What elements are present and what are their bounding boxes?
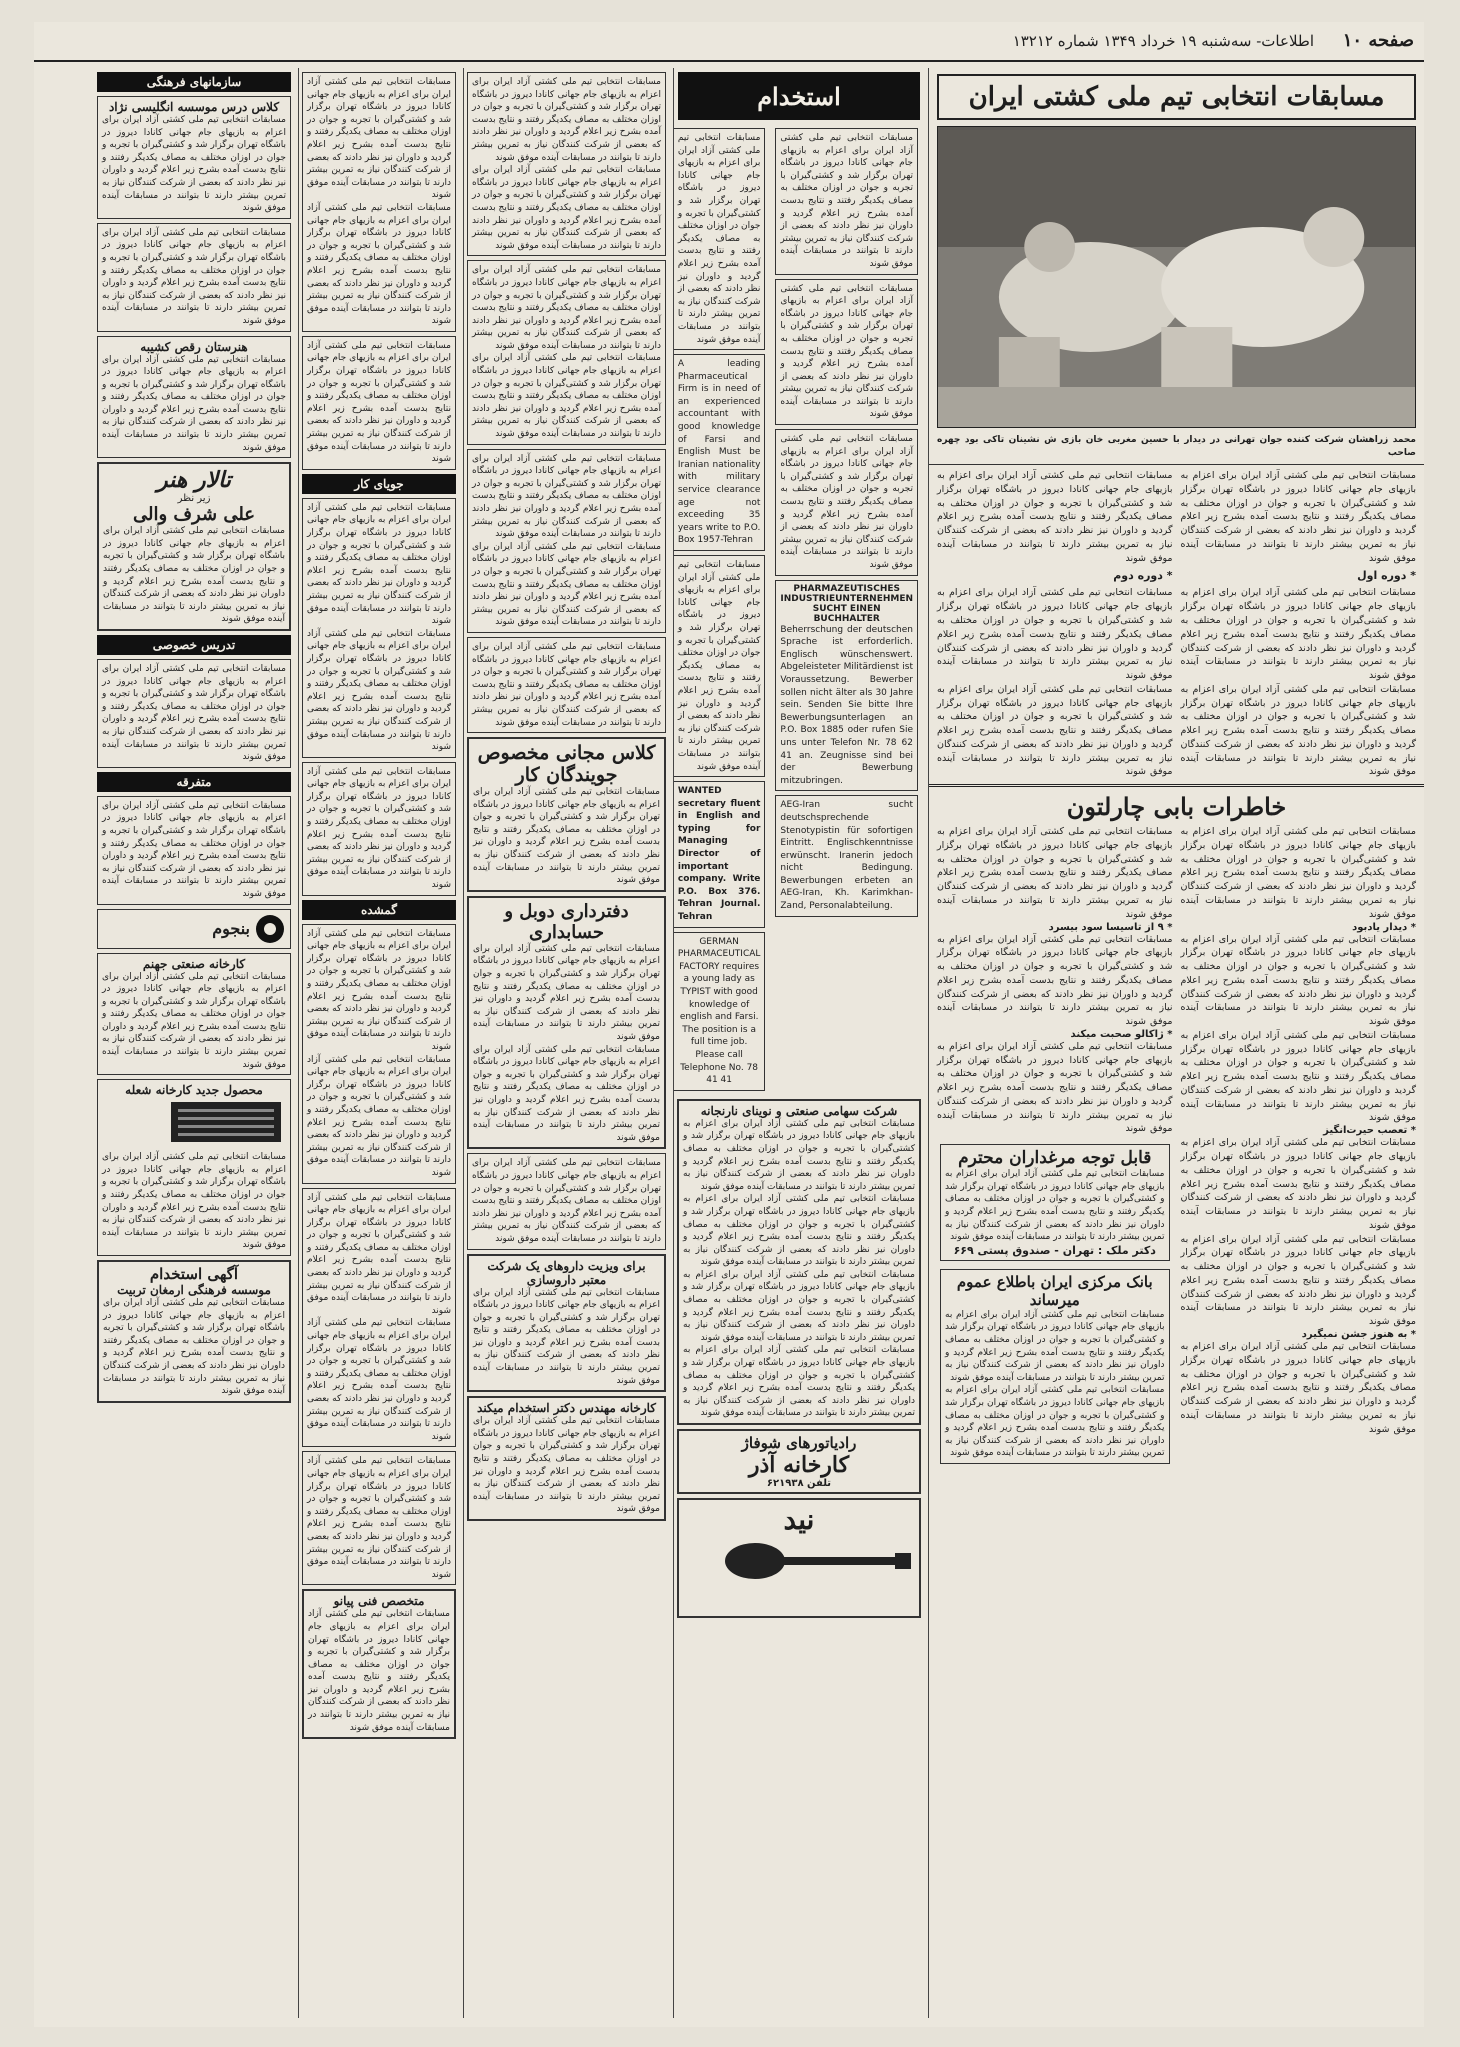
sports-text-f: مسابقات انتخابی تیم ملی کشتی آزاد ایران برای اعزام به بازیهای جام جهانی کانادا دیروز در باشگاه تهران برگزار شد و کشتی‌گیران با تجربه و جوان در اوزان مختلف به مصاف یکدیگر رفتند و نتایج بدست آمده بشرح زیر اعلام گردید و داوران نیز نظر دادند که بعضی از شرکت کنندگان نیاز به تمرین بیشتر دارند تا بتوانند در مسابقات آینده موفق شوند	[937, 683, 1173, 778]
memoir-body	[937, 825, 1416, 1468]
sports-text-e: مسابقات انتخابی تیم ملی کشتی آزاد ایران برای اعزام به بازیهای جام جهانی کانادا دیروز در باشگاه تهران برگزار شد و کشتی‌گیران با تجربه و جوان در اوزان مختلف به مصاف یکدیگر رفتند و نتایج بدست آمده بشرح زیر اعلام گردید و داوران نیز نظر دادند که بعضی از شرکت کنندگان نیاز به تمرین بیشتر دارند تا بتوانند در مسابقات آینده موفق شوند	[937, 587, 1173, 682]
english-class-ad: کلاس درس موسسه انگلیسی نژاد مسابقات انتخابی تیم ملی کشتی آزاد ایران برای اعزام به بازیهای جام جهانی کانادا دیروز در باشگاه تهران برگزار شد و کشتی‌گیران با تجربه و جوان در اوزان مختلف به مصاف یکدیگر رفتند و نتایج بدست آمده بشرح زیر اعلام گردید و داوران نیز نظر دادند که بعضی از شرکت کنندگان نیاز به تمرین بیشتر دارند تا بتوانند در مسابقات آینده موفق شوند	[97, 96, 291, 219]
memoir-sub-2: * ۹ از تاسیسا سود بیسرد	[1048, 921, 1173, 933]
recruit-ad-fa-2: مسابقات انتخابی تیم ملی کشتی آزاد ایران برای اعزام به بازیهای جام جهانی کانادا دیروز در باشگاه تهران برگزار شد و کشتی‌گیران با تجربه و جوان در اوزان مختلف به مصاف یکدیگر رفتند و نتایج بدست آمده بشرح زیر اعلام گردید و داوران نیز نظر دادند که بعضی از شرکت کنندگان نیاز به تمرین بیشتر دارند تا بتوانند در مسابقات آینده موفق شوند	[775, 279, 918, 426]
issue-line: اطلاعات- سه‌شنبه ۱۹ خرداد ۱۳۴۹ شماره ۱۳۲۱۲	[1012, 32, 1314, 50]
industrial-co-ad: کارخانه صنعتی جهنم مسابقات انتخابی تیم ملی کشتی آزاد ایران برای اعزام به بازیهای جام جهانی کانادا دیروز در باشگاه تهران برگزار شد و کشتی‌گیران با تجربه و جوان در اوزان مختلف به مصاف یکدیگر رفتند و نتایج بدست آمده بشرح زیر اعلام گردید و داوران نیز نظر دادند که بعضی از شرکت کنندگان نیاز به تمرین بیشتر دارند تا بتوانند در مسابقات آینده موفق شوند	[97, 953, 291, 1076]
c4-ad-4: مسابقات انتخابی تیم ملی کشتی آزاد ایران برای اعزام به بازیهای جام جهانی کانادا دیروز در باشگاه تهران برگزار شد و کشتی‌گیران با تجربه و جوان در اوزان مختلف به مصاف یکدیگر رفتند و نتایج بدست آمده بشرح زیر اعلام گردید و داوران نیز نظر دادند که بعضی از شرکت کنندگان نیاز به تمرین بیشتر دارند تا بتوانند در مسابقات آینده موفق شوند	[302, 762, 456, 896]
column-classifieds-5	[94, 68, 294, 2018]
butchers-body: مسابقات انتخابی تیم ملی کشتی آزاد ایران برای اعزام به بازیهای جام جهانی کانادا دیروز در باشگاه تهران برگزار شد و کشتی‌گیران با تجربه و جوان در اوزان مختلف به مصاف یکدیگر رفتند و نتایج بدست آمده بشرح زیر اعلام گردید و داوران نیز نظر دادند که بعضی از شرکت کنندگان نیاز به تمرین بیشتر دارند تا بتوانند در مسابقات آینده موفق شوند	[945, 1169, 1165, 1243]
c5-ad-1: مسابقات انتخابی تیم ملی کشتی آزاد ایران برای اعزام به بازیهای جام جهانی کانادا دیروز در باشگاه تهران برگزار شد و کشتی‌گیران با تجربه و جوان در اوزان مختلف به مصاف یکدیگر رفتند و نتایج بدست آمده بشرح زیر اعلام گردید و داوران نیز نظر دادند که بعضی از شرکت کنندگان نیاز به تمرین بیشتر دارند تا بتوانند در مسابقات آینده موفق شوند	[97, 223, 291, 332]
pharma-de-ad: PHARMAZEUTISCHES INDUSTRIEUNTERNEHMEN SUCHT EINEN BUCHHALTER Beherrschung der deutschen Sprache ist erforderlich. Englisch wünschenswert. Abgeleisteter Militärdienst ist Voraussetzung. Bewerber sollen nicht älter als 30 Jahre sein. Senden Sie bitte Ihre Bewerbungsunterlagen an P.O. Box 1885 oder rufen Sie uns unter Telefon Nr. 78 62 41 an. Zeugnisse sind bei der Bewerbung mitzubringen.	[775, 580, 918, 792]
c4-ad-3: مسابقات انتخابی تیم ملی کشتی آزاد ایران برای اعزام به بازیهای جام جهانی کانادا دیروز در باشگاه تهران برگزار شد و کشتی‌گیران با تجربه و جوان در اوزان مختلف به مصاف یکدیگر رفتند و نتایج بدست آمده بشرح زیر اعلام گردید و داوران نیز نظر دادند که بعضی از شرکت کنندگان نیاز به تمرین بیشتر دارند تا بتوانند در مسابقات آینده موفق شوند مسابقات انتخابی تیم ملی کشتی آزاد ایران برای اعزام به بازیهای جام جهانی کانادا دیروز در باشگاه تهران برگزار شد و کشتی‌گیران با تجربه و جوان در اوزان مختلف به مصاف یکدیگر رفتند و نتایج بدست آمده بشرح زیر اعلام گردید و داوران نیز نظر دادند که بعضی از شرکت کنندگان نیاز به تمرین بیشتر دارند تا بتوانند در مسابقات آینده موفق شوند	[302, 498, 456, 758]
bottom-recruit-ad: آگهی استخدام موسسه فرهنگی ارمغان تربیت مسابقات انتخابی تیم ملی کشتی آزاد ایران برای اعزام به بازیهای جام جهانی کانادا دیروز در باشگاه تهران برگزار شد و کشتی‌گیران با تجربه و جوان در اوزان مختلف به مصاف یکدیگر رفتند و نتایج بدست آمده بشرح زیر اعلام گردید و داوران نیز نظر دادند که بعضی از شرکت کنندگان نیاز به تمرین بیشتر دارند تا بتوانند در مسابقات آینده موفق شوند	[97, 1260, 291, 1403]
recruit-ad-fa-4: مسابقات انتخابی تیم ملی کشتی آزاد ایران برای اعزام به بازیهای جام جهانی کانادا دیروز در باشگاه تهران برگزار شد و کشتی‌گیران با تجربه و جوان در اوزان مختلف به مصاف یکدیگر رفتند و نتایج بدست آمده بشرح زیر اعلام گردید و داوران نیز نظر دادند که بعضی از شرکت کنندگان نیاز به تمرین بیشتر دارند تا بتوانند در مسابقات آینده موفق شوند	[673, 128, 765, 350]
wrestling-photo	[937, 126, 1416, 428]
sports-text-d: مسابقات انتخابی تیم ملی کشتی آزاد ایران برای اعزام به بازیهای جام جهانی کانادا دیروز در باشگاه تهران برگزار شد و کشتی‌گیران با تجربه و جوان در اوزان مختلف به مصاف یکدیگر رفتند و نتایج بدست آمده بشرح زیر اعلام گردید و داوران نیز نظر دادند که بعضی از شرکت کنندگان نیاز به تمرین بیشتر دارند تا بتوانند در مسابقات آینده موفق شوند	[937, 470, 1173, 564]
recruit-banner-text: استخدام	[757, 81, 841, 111]
sports-text-a: مسابقات انتخابی تیم ملی کشتی آزاد ایران برای اعزام به بازیهای جام جهانی کانادا دیروز در باشگاه تهران برگزار شد و کشتی‌گیران با تجربه و جوان در اوزان مختلف به مصاف یکدیگر رفتند و نتایج بدست آمده بشرح زیر اعلام گردید و داوران نیز نظر دادند که بعضی از شرکت کنندگان نیاز به تمرین بیشتر دارند تا بتوانند در مسابقات آینده موفق شوند	[1180, 470, 1416, 564]
bank-body-b: مسابقات انتخابی تیم ملی کشتی آزاد ایران برای اعزام به بازیهای جام جهانی کانادا دیروز در باشگاه تهران برگزار شد و کشتی‌گیران با تجربه و جوان در اوزان مختلف به مصاف یکدیگر رفتند و نتایج بدست آمده بشرح زیر اعلام گردید و داوران نیز نظر دادند که بعضی از شرکت کنندگان نیاز به تمرین بیشتر دارند تا بتوانند در مسابقات آینده موفق شوند	[945, 1385, 1165, 1459]
c3-ad-1: مسابقات انتخابی تیم ملی کشتی آزاد ایران برای اعزام به بازیهای جام جهانی کانادا دیروز در باشگاه تهران برگزار شد و کشتی‌گیران با تجربه و جوان در اوزان مختلف به مصاف یکدیگر رفتند و نتایج بدست آمده بشرح زیر اعلام گردید و داوران نیز نظر دادند که بعضی از شرکت کنندگان نیاز به تمرین بیشتر دارند تا بتوانند در مسابقات آینده موفق شوند مسابقات انتخابی تیم ملی کشتی آزاد ایران برای اعزام به بازیهای جام جهانی کانادا دیروز در باشگاه تهران برگزار شد و کشتی‌گیران با تجربه و جوان در اوزان مختلف به مصاف یکدیگر رفتند و نتایج بدست آمده بشرح زیر اعلام گردید و داوران نیز نظر دادند که بعضی از شرکت کنندگان نیاز به تمرین بیشتر دارند تا بتوانند در مسابقات آینده موفق شوند	[467, 72, 666, 256]
pharma-en-ad: A leading Pharmaceutical Firm is in need of an experienced accountant with good knowledge of Farsi and English Must be Iranian nationality with military service clearance age not exceeding 35 years write to P.O. Box 1957-Tehran	[673, 354, 765, 551]
column-sports	[928, 68, 1424, 2018]
heater-ad: محصول جدید کارخانه شعله مسابقات انتخابی تیم ملی کشتی آزاد ایران برای اعزام به بازیهای جام جهانی کانادا دیروز در باشگاه تهران برگزار شد و کشتی‌گیران با تجربه و جوان در اوزان مختلف به مصاف یکدیگر رفتند و نتایج بدست آمده بشرح زیر اعلام گردید و داوران نیز نظر دادند که بعضی از شرکت کنندگان نیاز به تمرین بیشتر دارند تا بتوانند در مسابقات آینده موفق شوند	[97, 1079, 291, 1256]
column-classifieds-4	[298, 68, 459, 2018]
masthead	[34, 22, 1424, 62]
memoir-text-g: مسابقات انتخابی تیم ملی کشتی آزاد ایران برای اعزام به بازیهای جام جهانی کانادا دیروز در باشگاه تهران برگزار شد و کشتی‌گیران با تجربه و جوان در اوزان مختلف به مصاف یکدیگر رفتند و نتایج بدست آمده بشرح زیر اعلام گردید و داوران نیز نظر دادند که بعضی از شرکت کنندگان نیاز به تمرین بیشتر دارند تا بتوانند در مسابقات آینده موفق شوند	[937, 826, 1173, 920]
c5-ad-2: مسابقات انتخابی تیم ملی کشتی آزاد ایران برای اعزام به بازیهای جام جهانی کانادا دیروز در باشگاه تهران برگزار شد و کشتی‌گیران با تجربه و جوان در اوزان مختلف به مصاف یکدیگر رفتند و نتایج بدست آمده بشرح زیر اعلام گردید و داوران نیز نظر دادند که بعضی از شرکت کنندگان نیاز به تمرین بیشتر دارند تا بتوانند در مسابقات آینده موفق شوند	[97, 659, 291, 768]
recruit-ad-fa-5: مسابقات انتخابی تیم ملی کشتی آزاد ایران برای اعزام به بازیهای جام جهانی کانادا دیروز در باشگاه تهران برگزار شد و کشتی‌گیران با تجربه و جوان در اوزان مختلف به مصاف یکدیگر رفتند و نتایج بدست آمده بشرح زیر اعلام گردید و داوران نیز نظر دادند که بعضی از شرکت کنندگان نیاز به تمرین بیشتر دارند تا بتوانند در مسابقات آینده موفق شوند	[673, 555, 765, 777]
memoir-text-f: مسابقات انتخابی تیم ملی کشتی آزاد ایران برای اعزام به بازیهای جام جهانی کانادا دیروز در باشگاه تهران برگزار شد و کشتی‌گیران با تجربه و جوان در اوزان مختلف به مصاف یکدیگر رفتند و نتایج بدست آمده بشرح زیر اعلام گردید و داوران نیز نظر دادند که بعضی از شرکت کنندگان نیاز به تمرین بیشتر دارند تا بتوانند در مسابقات آینده موفق شوند	[1180, 1340, 1416, 1435]
german-factory-ad: GERMAN PHARMACEUTICAL FACTORY requires a young lady as TYPIST with good knowledge of english and Farsi. The position is a full time job. Please call Telephone No. 78 41 41	[673, 932, 765, 1091]
guitar-ad: نید	[677, 1498, 921, 1618]
butchers-signature: دکتر ملک : تهران - صندوق پستی ۶۶۹	[953, 1243, 1156, 1257]
c4-ad-5: مسابقات انتخابی تیم ملی کشتی آزاد ایران برای اعزام به بازیهای جام جهانی کانادا دیروز در باشگاه تهران برگزار شد و کشتی‌گیران با تجربه و جوان در اوزان مختلف به مصاف یکدیگر رفتند و نتایج بدست آمده بشرح زیر اعلام گردید و داوران نیز نظر دادند که بعضی از شرکت کنندگان نیاز به تمرین بیشتر دارند تا بتوانند در مسابقات آینده موفق شوند مسابقات انتخابی تیم ملی کشتی آزاد ایران برای اعزام به بازیهای جام جهانی کانادا دیروز در باشگاه تهران برگزار شد و کشتی‌گیران با تجربه و جوان در اوزان مختلف به مصاف یکدیگر رفتند و نتایج بدست آمده بشرح زیر اعلام گردید و داوران نیز نظر دادند که بعضی از شرکت کنندگان نیاز به تمرین بیشتر دارند تا بتوانند در مسابقات آینده موفق شوند	[302, 924, 456, 1184]
travel-box: برای ویزیت داروهای یک شرکت معتبر داروسازی مسابقات انتخابی تیم ملی کشتی آزاد ایران برای اعزام به بازیهای جام جهانی کانادا دیروز در باشگاه تهران برگزار شد و کشتی‌گیران با تجربه و جوان در اوزان مختلف به مصاف یکدیگر رفتند و نتایج بدست آمده بشرح زیر اعلام گردید و داوران نیز نظر دادند که بعضی از شرکت کنندگان نیاز به تمرین بیشتر دارند تا بتوانند در مسابقات آینده موفق شوند	[467, 1254, 666, 1393]
sports-headline-box	[937, 74, 1416, 120]
lost-found-banner: گمشده	[302, 900, 456, 920]
recruit-ad-fa-1: مسابقات انتخابی تیم ملی کشتی آزاد ایران برای اعزام به بازیهای جام جهانی کانادا دیروز در باشگاه تهران برگزار شد و کشتی‌گیران با تجربه و جوان در اوزان مختلف به مصاف یکدیگر رفتند و نتایج بدست آمده بشرح زیر اعلام گردید و داوران نیز نظر دادند که بعضی از شرکت کنندگان نیاز به تمرین بیشتر دارند تا بتوانند در مسابقات آینده موفق شوند	[775, 128, 918, 275]
page-number: صفحه ۱۰	[1342, 30, 1414, 51]
free-class-ad: کلاس مجانی مخصوص جویندگان کار مسابقات انتخابی تیم ملی کشتی آزاد ایران برای اعزام به بازیهای جام جهانی کانادا دیروز در باشگاه تهران برگزار شد و کشتی‌گیران با تجربه و جوان در اوزان مختلف به مصاف یکدیگر رفتند و نتایج بدست آمده بشرح زیر اعلام گردید و داوران نیز نظر دادند که بعضی از شرکت کنندگان نیاز به تمرین بیشتر دارند تا بتوانند در مسابقات آینده موفق شوند	[467, 737, 666, 892]
photo-caption: محمد زراهشان شرکت کننده جوان تهرانی در دیدار با حسین مغربی خان بازی ش نشینان تاکی بود چهره صاحب	[937, 435, 1416, 459]
tyre-logo-icon	[254, 913, 286, 945]
round-one-label: * دوره اول	[1357, 569, 1416, 583]
memoir-text-a: مسابقات انتخابی تیم ملی کشتی آزاد ایران برای اعزام به بازیهای جام جهانی کانادا دیروز در باشگاه تهران برگزار شد و کشتی‌گیران با تجربه و جوان در اوزان مختلف به مصاف یکدیگر رفتند و نتایج بدست آمده بشرح زیر اعلام گردید و داوران نیز نظر دادند که بعضی از شرکت کنندگان نیاز به تمرین بیشتر دارند تا بتوانند در مسابقات آینده موفق شوند	[1180, 826, 1416, 920]
memoir-sub-5: * به هنوز جشن نمیگیرد	[1301, 1328, 1416, 1340]
misc-banner: متفرقه	[97, 772, 291, 792]
bank-body-a: مسابقات انتخابی تیم ملی کشتی آزاد ایران برای اعزام به بازیهای جام جهانی کانادا دیروز در باشگاه تهران برگزار شد و کشتی‌گیران با تجربه و جوان در اوزان مختلف به مصاف یکدیگر رفتند و نتایج بدست آمده بشرح زیر اعلام گردید و داوران نیز نظر دادند که بعضی از شرکت کنندگان نیاز به تمرین بیشتر دارند تا بتوانند در مسابقات آینده موفق شوند	[945, 1309, 1165, 1383]
newspaper-page	[34, 22, 1424, 2027]
butchers-notice	[940, 1144, 1170, 1261]
c3-ad-5: مسابقات انتخابی تیم ملی کشتی آزاد ایران برای اعزام به بازیهای جام جهانی کانادا دیروز در باشگاه تهران برگزار شد و کشتی‌گیران با تجربه و جوان در اوزان مختلف به مصاف یکدیگر رفتند و نتایج بدست آمده بشرح زیر اعلام گردید و داوران نیز نظر دادند که بعضی از شرکت کنندگان نیاز به تمرین بیشتر دارند تا بتوانند در مسابقات آینده موفق شوند	[467, 1153, 666, 1249]
round-two-label: * دوره دوم	[1113, 569, 1173, 583]
memoir-sub-4: * تعصب حیرت‌انگیز	[1323, 1125, 1416, 1137]
industry-box: شرکت سهامی صنعتی و نوینای نارنجانه مسابقات انتخابی تیم ملی کشتی آزاد ایران برای اعزام به بازیهای جام جهانی کانادا دیروز در باشگاه تهران برگزار شد و کشتی‌گیران با تجربه و جوان در اوزان مختلف به مصاف یکدیگر رفتند و نتایج بدست آمده بشرح زیر اعلام گردید و داوران نیز نظر دادند که بعضی از شرکت کنندگان نیاز به تمرین بیشتر دارند تا بتوانند در مسابقات آینده موفق شوند مسابقات انتخابی تیم ملی کشتی آزاد ایران برای اعزام به بازیهای جام جهانی کانادا دیروز در باشگاه تهران برگزار شد و کشتی‌گیران با تجربه و جوان در اوزان مختلف به مصاف یکدیگر رفتند و نتایج بدست آمده بشرح زیر اعلام گردید و داوران نیز نظر دادند که بعضی از شرکت کنندگان نیاز به تمرین بیشتر دارند تا بتوانند در مسابقات آینده موفق شوند مسابقات انتخابی تیم ملی کشتی آزاد ایران برای اعزام به بازیهای جام جهانی کانادا دیروز در باشگاه تهران برگزار شد و کشتی‌گیران با تجربه و جوان در اوزان مختلف به مصاف یکدیگر رفتند و نتایج بدست آمده بشرح زیر اعلام گردید و داوران نیز نظر دادند که بعضی از شرکت کنندگان نیاز به تمرین بیشتر دارند تا بتوانند در مسابقات آینده موفق شوند مسابقات انتخابی تیم ملی کشتی آزاد ایران برای اعزام به بازیهای جام جهانی کانادا دیروز در باشگاه تهران برگزار شد و کشتی‌گیران با تجربه و جوان در اوزان مختلف به مصاف یکدیگر رفتند و نتایج بدست آمده بشرح زیر اعلام گردید و داوران نیز نظر دادند که بعضی از شرکت کنندگان نیاز به تمرین بیشتر دارند تا بتوانند در مسابقات آینده موفق شوند	[677, 1099, 921, 1425]
wrestlers-image	[938, 127, 1415, 427]
memoir-sub-1: * دیدار یادبود	[1352, 921, 1416, 933]
butchers-headline: قابل توجه مرغداران محترم	[958, 1148, 1152, 1169]
memoir-text-b: مسابقات انتخابی تیم ملی کشتی آزاد ایران برای اعزام به بازیهای جام جهانی کانادا دیروز در باشگاه تهران برگزار شد و کشتی‌گیران با تجربه و جوان در اوزان مختلف به مصاف یکدیگر رفتند و نتایج بدست آمده بشرح زیر اعلام گردید و داوران نیز نظر دادند که بعضی از شرکت کنندگان نیاز به تمرین بیشتر دارند تا بتوانند در مسابقات آینده موفق شوند	[1180, 933, 1416, 1028]
sports-text-c: مسابقات انتخابی تیم ملی کشتی آزاد ایران برای اعزام به بازیهای جام جهانی کانادا دیروز در باشگاه تهران برگزار شد و کشتی‌گیران با تجربه و جوان در اوزان مختلف به مصاف یکدیگر رفتند و نتایج بدست آمده بشرح زیر اعلام گردید و داوران نیز نظر دادند که بعضی از شرکت کنندگان نیاز به تمرین بیشتر دارند تا بتوانند در مسابقات آینده موفق شوند	[1180, 683, 1416, 778]
c4-ad-6: مسابقات انتخابی تیم ملی کشتی آزاد ایران برای اعزام به بازیهای جام جهانی کانادا دیروز در باشگاه تهران برگزار شد و کشتی‌گیران با تجربه و جوان در اوزان مختلف به مصاف یکدیگر رفتند و نتایج بدست آمده بشرح زیر اعلام گردید و داوران نیز نظر دادند که بعضی از شرکت کنندگان نیاز به تمرین بیشتر دارند تا بتوانند در مسابقات آینده موفق شوند مسابقات انتخابی تیم ملی کشتی آزاد ایران برای اعزام به بازیهای جام جهانی کانادا دیروز در باشگاه تهران برگزار شد و کشتی‌گیران با تجربه و جوان در اوزان مختلف به مصاف یکدیگر رفتند و نتایج بدست آمده بشرح زیر اعلام گردید و داوران نیز نظر دادند که بعضی از شرکت کنندگان نیاز به تمرین بیشتر دارند تا بتوانند در مسابقات آینده موفق شوند	[302, 1188, 456, 1448]
job-seekers-banner: جویای کار	[302, 474, 456, 494]
c3-ad-4: مسابقات انتخابی تیم ملی کشتی آزاد ایران برای اعزام به بازیهای جام جهانی کانادا دیروز در باشگاه تهران برگزار شد و کشتی‌گیران با تجربه و جوان در اوزان مختلف به مصاف یکدیگر رفتند و نتایج بدست آمده بشرح زیر اعلام گردید و داوران نیز نظر دادند که بعضی از شرکت کنندگان نیاز به تمرین بیشتر دارند تا بتوانند در مسابقات آینده موفق شوند	[467, 637, 666, 733]
c4-ad-7: مسابقات انتخابی تیم ملی کشتی آزاد ایران برای اعزام به بازیهای جام جهانی کانادا دیروز در باشگاه تهران برگزار شد و کشتی‌گیران با تجربه و جوان در اوزان مختلف به مصاف یکدیگر رفتند و نتایج بدست آمده بشرح زیر اعلام گردید و داوران نیز نظر دادند که بعضی از شرکت کنندگان نیاز به تمرین بیشتر دارند تا بتوانند در مسابقات آینده موفق شوند	[302, 1451, 456, 1585]
tyre-ad: بنجوم	[97, 909, 291, 949]
bookkeeping-ad: دفترداری دوبل و حسابداری مسابقات انتخابی تیم ملی کشتی آزاد ایران برای اعزام به بازیهای جام جهانی کانادا دیروز در باشگاه تهران برگزار شد و کشتی‌گیران با تجربه و جوان در اوزان مختلف به مصاف یکدیگر رفتند و نتایج بدست آمده بشرح زیر اعلام گردید و داوران نیز نظر دادند که بعضی از شرکت کنندگان نیاز به تمرین بیشتر دارند تا بتوانند در مسابقات آینده موفق شوند مسابقات انتخابی تیم ملی کشتی آزاد ایران برای اعزام به بازیهای جام جهانی کانادا دیروز در باشگاه تهران برگزار شد و کشتی‌گیران با تجربه و جوان در اوزان مختلف به مصاف یکدیگر رفتند و نتایج بدست آمده بشرح زیر اعلام گردید و داوران نیز نظر دادند که بعضی از شرکت کنندگان نیاز به تمرین بیشتر دارند تا بتوانند در مسابقات آینده موفق شوند	[467, 896, 666, 1150]
radiator-ad: رادیاتورهای شوفاژ کارخانه آذر تلفن ۶۲۱۹۳۸	[677, 1429, 921, 1494]
engineer-ad: کارخانه مهندس دکتر استخدام میکند مسابقات انتخابی تیم ملی کشتی آزاد ایران برای اعزام به بازیهای جام جهانی کانادا دیروز در باشگاه تهران برگزار شد و کشتی‌گیران با تجربه و جوان در اوزان مختلف به مصاف یکدیگر رفتند و نتایج بدست آمده بشرح زیر اعلام گردید و داوران نیز نظر دادند که بعضی از شرکت کنندگان نیاز به تمرین بیشتر دارند تا بتوانند در مسابقات آینده موفق شوند	[467, 1396, 666, 1521]
dance-school-ad: هنرستان رقص کشیبه مسابقات انتخابی تیم ملی کشتی آزاد ایران برای اعزام به بازیهای جام جهانی کانادا دیروز در باشگاه تهران برگزار شد و کشتی‌گیران با تجربه و جوان در اوزان مختلف به مصاف یکدیگر رفتند و نتایج بدست آمده بشرح زیر اعلام گردید و داوران نیز نظر دادند که بعضی از شرکت کنندگان نیاز به تمرین بیشتر دارند تا بتوانند در مسابقات آینده موفق شوند	[97, 336, 291, 459]
c3-ad-2: مسابقات انتخابی تیم ملی کشتی آزاد ایران برای اعزام به بازیهای جام جهانی کانادا دیروز در باشگاه تهران برگزار شد و کشتی‌گیران با تجربه و جوان در اوزان مختلف به مصاف یکدیگر رفتند و نتایج بدست آمده بشرح زیر اعلام گردید و داوران نیز نظر دادند که بعضی از شرکت کنندگان نیاز به تمرین بیشتر دارند تا بتوانند در مسابقات آینده موفق شوند مسابقات انتخابی تیم ملی کشتی آزاد ایران برای اعزام به بازیهای جام جهانی کانادا دیروز در باشگاه تهران برگزار شد و کشتی‌گیران با تجربه و جوان در اوزان مختلف به مصاف یکدیگر رفتند و نتایج بدست آمده بشرح زیر اعلام گردید و داوران نیز نظر دادند که بعضی از شرکت کنندگان نیاز به تمرین بیشتر دارند تا بتوانند در مسابقات آینده موفق شوند	[467, 260, 666, 444]
c4-ad-1: مسابقات انتخابی تیم ملی کشتی آزاد ایران برای اعزام به بازیهای جام جهانی کانادا دیروز در باشگاه تهران برگزار شد و کشتی‌گیران با تجربه و جوان در اوزان مختلف به مصاف یکدیگر رفتند و نتایج بدست آمده بشرح زیر اعلام گردید و داوران نیز نظر دادند که بعضی از شرکت کنندگان نیاز به تمرین بیشتر دارند تا بتوانند در مسابقات آینده موفق شوند مسابقات انتخابی تیم ملی کشتی آزاد ایران برای اعزام به بازیهای جام جهانی کانادا دیروز در باشگاه تهران برگزار شد و کشتی‌گیران با تجربه و جوان در اوزان مختلف به مصاف یکدیگر رفتند و نتایج بدست آمده بشرح زیر اعلام گردید و داوران نیز نظر دادند که بعضی از شرکت کنندگان نیاز به تمرین بیشتر دارند تا بتوانند در مسابقات آینده موفق شوند	[302, 72, 456, 332]
column-recruitment	[673, 68, 924, 2018]
bank-notice	[940, 1269, 1170, 1464]
memoir-text-c: مسابقات انتخابی تیم ملی کشتی آزاد ایران برای اعزام به بازیهای جام جهانی کانادا دیروز در باشگاه تهران برگزار شد و کشتی‌گیران با تجربه و جوان در اوزان مختلف به مصاف یکدیگر رفتند و نتایج بدست آمده بشرح زیر اعلام گردید و داوران نیز نظر دادند که بعضی از شرکت کنندگان نیاز به تمرین بیشتر دارند تا بتوانند در مسابقات آینده موفق شوند	[1180, 1029, 1416, 1124]
aeg-ad: AEG-Iran sucht deutschsprechende Stenotypistin für sofortigen Eintritt. Englischkenntnisse erwünscht. Iranerin jedoch nicht Bedingung. Bewerbungen erbeten an AEG-Iran, Kh. Karimkhan-Zand, Personalabteilung.	[775, 795, 918, 916]
wanted-secretary-ad: WANTED secretary fluent in English and typing for Managing Director of important company. Write P.O. Box 376. Tehran Journal. Tehran	[673, 781, 765, 928]
recruit-banner	[678, 72, 920, 120]
recruit-ad-fa-3: مسابقات انتخابی تیم ملی کشتی آزاد ایران برای اعزام به بازیهای جام جهانی کانادا دیروز در باشگاه تهران برگزار شد و کشتی‌گیران با تجربه و جوان در اوزان مختلف به مصاف یکدیگر رفتند و نتایج بدست آمده بشرح زیر اعلام گردید و داوران نیز نظر دادند که بعضی از شرکت کنندگان نیاز به تمرین بیشتر دارند تا بتوانند در مسابقات آینده موفق شوند	[775, 429, 918, 576]
memoir-headline: خاطرات بابی چارلتون	[1066, 792, 1287, 822]
piano-ad: متخصص فنی پیانو مسابقات انتخابی تیم ملی کشتی آزاد ایران برای اعزام به بازیهای جام جهانی کانادا دیروز در باشگاه تهران برگزار شد و کشتی‌گیران با تجربه و جوان در اوزان مختلف به مصاف یکدیگر رفتند و نتایج بدست آمده بشرح زیر اعلام گردید و داوران نیز نظر دادند که بعضی از شرکت کنندگان نیاز به تمرین بیشتر دارند تا بتوانند در مسابقات آینده موفق شوند	[302, 1589, 456, 1739]
sports-headline: مسابقات انتخابی تیم ملی کشتی ایران	[968, 82, 1385, 112]
c4-ad-2: مسابقات انتخابی تیم ملی کشتی آزاد ایران برای اعزام به بازیهای جام جهانی کانادا دیروز در باشگاه تهران برگزار شد و کشتی‌گیران با تجربه و جوان در اوزان مختلف به مصاف یکدیگر رفتند و نتایج بدست آمده بشرح زیر اعلام گردید و داوران نیز نظر دادند که بعضی از شرکت کنندگان نیاز به تمرین بیشتر دارند تا بتوانند در مسابقات آینده موفق شوند	[302, 336, 456, 470]
c5-ad-3: مسابقات انتخابی تیم ملی کشتی آزاد ایران برای اعزام به بازیهای جام جهانی کانادا دیروز در باشگاه تهران برگزار شد و کشتی‌گیران با تجربه و جوان در اوزان مختلف به مصاف یکدیگر رفتند و نتایج بدست آمده بشرح زیر اعلام گردید و داوران نیز نظر دادند که بعضی از شرکت کنندگان نیاز به تمرین بیشتر دارند تا بتوانند در مسابقات آینده موفق شوند	[97, 796, 291, 905]
heater-icon	[166, 1097, 286, 1147]
bank-headline: بانک مرکزی ایران باطلاع عموم میرساند	[956, 1272, 1153, 1309]
sports-body	[937, 469, 1416, 779]
private-lessons-banner: تدریس خصوصی	[97, 635, 291, 655]
guitar-icon	[715, 1536, 915, 1586]
memoir-sub-3: * ژاکالو صحبت میکند	[1070, 1028, 1173, 1040]
memoir-text-i: مسابقات انتخابی تیم ملی کشتی آزاد ایران برای اعزام به بازیهای جام جهانی کانادا دیروز در باشگاه تهران برگزار شد و کشتی‌گیران با تجربه و جوان در اوزان مختلف به مصاف یکدیگر رفتند و نتایج بدست آمده بشرح زیر اعلام گردید و داوران نیز نظر دادند که بعضی از شرکت کنندگان نیاز به تمرین بیشتر دارند تا بتوانند در مسابقات آینده موفق شوند	[937, 1040, 1173, 1135]
memoir-text-d: مسابقات انتخابی تیم ملی کشتی آزاد ایران برای اعزام به بازیهای جام جهانی کانادا دیروز در باشگاه تهران برگزار شد و کشتی‌گیران با تجربه و جوان در اوزان مختلف به مصاف یکدیگر رفتند و نتایج بدست آمده بشرح زیر اعلام گردید و داوران نیز نظر دادند که بعضی از شرکت کنندگان نیاز به تمرین بیشتر دارند تا بتوانند در مسابقات آینده موفق شوند	[1180, 1137, 1416, 1231]
memoir-text-e: مسابقات انتخابی تیم ملی کشتی آزاد ایران برای اعزام به بازیهای جام جهانی کانادا دیروز در باشگاه تهران برگزار شد و کشتی‌گیران با تجربه و جوان در اوزان مختلف به مصاف یکدیگر رفتند و نتایج بدست آمده بشرح زیر اعلام گردید و داوران نیز نظر دادند که بعضی از شرکت کنندگان نیاز به تمرین بیشتر دارند تا بتوانند در مسابقات آینده موفق شوند	[1180, 1233, 1416, 1328]
c3-ad-3: مسابقات انتخابی تیم ملی کشتی آزاد ایران برای اعزام به بازیهای جام جهانی کانادا دیروز در باشگاه تهران برگزار شد و کشتی‌گیران با تجربه و جوان در اوزان مختلف به مصاف یکدیگر رفتند و نتایج بدست آمده بشرح زیر اعلام گردید و داوران نیز نظر دادند که بعضی از شرکت کنندگان نیاز به تمرین بیشتر دارند تا بتوانند در مسابقات آینده موفق شوند مسابقات انتخابی تیم ملی کشتی آزاد ایران برای اعزام به بازیهای جام جهانی کانادا دیروز در باشگاه تهران برگزار شد و کشتی‌گیران با تجربه و جوان در اوزان مختلف به مصاف یکدیگر رفتند و نتایج بدست آمده بشرح زیر اعلام گردید و داوران نیز نظر دادند که بعضی از شرکت کنندگان نیاز به تمرین بیشتر دارند تا بتوانند در مسابقات آینده موفق شوند	[467, 449, 666, 633]
sports-text-b: مسابقات انتخابی تیم ملی کشتی آزاد ایران برای اعزام به بازیهای جام جهانی کانادا دیروز در باشگاه تهران برگزار شد و کشتی‌گیران با تجربه و جوان در اوزان مختلف به مصاف یکدیگر رفتند و نتایج بدست آمده بشرح زیر اعلام گردید و داوران نیز نظر دادند که بعضی از شرکت کنندگان نیاز به تمرین بیشتر دارند تا بتوانند در مسابقات آینده موفق شوند	[1180, 587, 1416, 682]
art-gallery-ad: تالار هنر زیر نظر علی شرف والی مسابقات انتخابی تیم ملی کشتی آزاد ایران برای اعزام به بازیهای جام جهانی کانادا دیروز در باشگاه تهران برگزار شد و کشتی‌گیران با تجربه و جوان در اوزان مختلف به مصاف یکدیگر رفتند و نتایج بدست آمده بشرح زیر اعلام گردید و داوران نیز نظر دادند که بعضی از شرکت کنندگان نیاز به تمرین بیشتر دارند تا بتوانند در مسابقات آینده موفق شوند	[97, 462, 291, 631]
memoir-text-h: مسابقات انتخابی تیم ملی کشتی آزاد ایران برای اعزام به بازیهای جام جهانی کانادا دیروز در باشگاه تهران برگزار شد و کشتی‌گیران با تجربه و جوان در اوزان مختلف به مصاف یکدیگر رفتند و نتایج بدست آمده بشرح زیر اعلام گردید و داوران نیز نظر دادند که بعضی از شرکت کنندگان نیاز به تمرین بیشتر دارند تا بتوانند در مسابقات آینده موفق شوند	[937, 933, 1173, 1028]
column-classifieds-3	[463, 68, 669, 2018]
cultural-banner: سازمانهای فرهنگی	[97, 72, 291, 92]
